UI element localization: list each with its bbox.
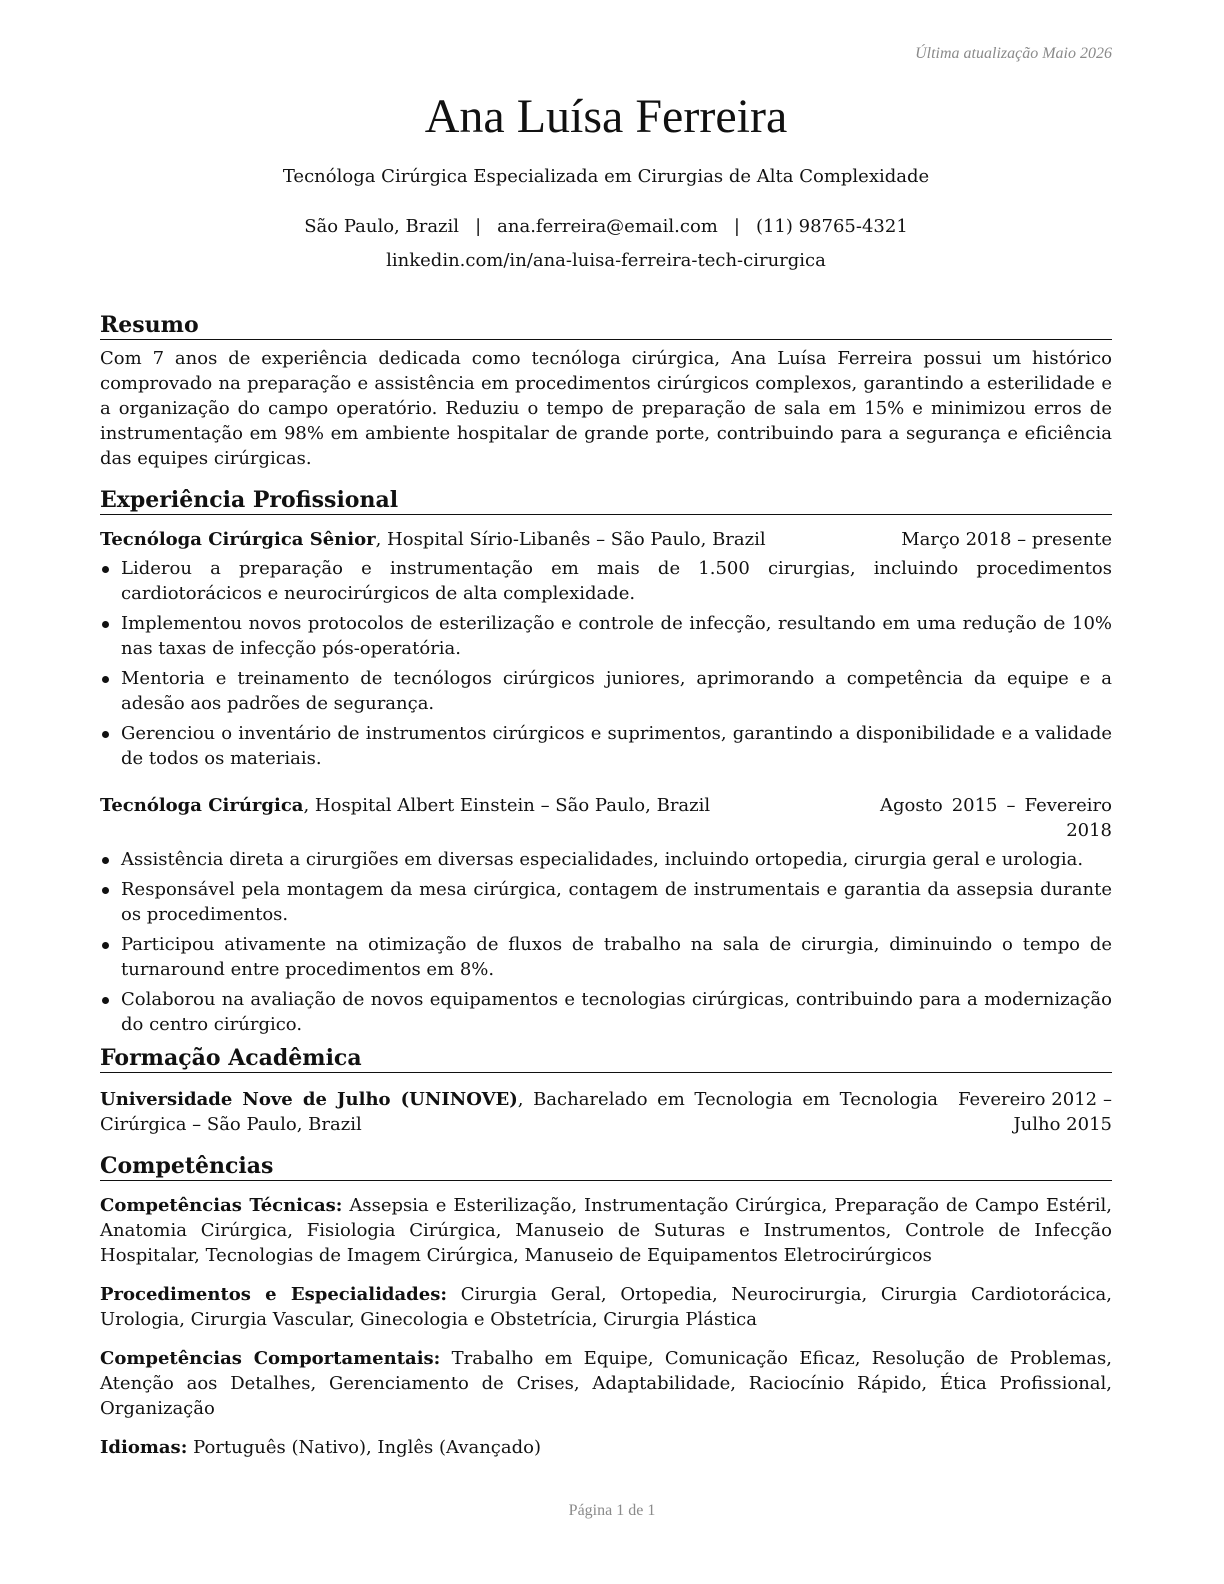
bullet-item: Assistência direta a cirurgiões em diversas especialidades, incluindo ortopedia, cirurgia geral e urologia.: [100, 847, 1112, 872]
bullet-icon: [102, 731, 109, 738]
skill-group-behavioral: Competências Comportamentais: Trabalho em Equipe, Comunicação Eficaz, Resolução de Problemas, Atenção aos Detalhes, Gerenciamento de Crises, Adaptabilidade, Raciocínio Rápido, Ética Profissional, Organização: [100, 1348, 1112, 1419]
job-role: Tecnóloga Cirúrgica Sênior: [100, 529, 376, 550]
bullet-icon: [102, 887, 109, 894]
email-link[interactable]: ana.ferreira@email.com: [497, 216, 718, 237]
bullet-item: Colaborou na avaliação de novos equipamentos e tecnologias cirúrgicas, contribuindo para a modernização do centro cirúrgico.: [100, 987, 1112, 1037]
bullet-item: Liderou a preparação e instrumentação em mais de 1.500 cirurgias, incluindo procedimentos cardiotorácicos e neurocirúrgicos de alta complexidade.: [100, 556, 1112, 606]
headline: Tecnóloga Cirúrgica Especializada em Cirurgias de Alta Complexidade: [282, 166, 930, 187]
section-title-experience: Experiência Profissional: [100, 487, 1112, 515]
education-institution: Universidade Nove de Julho (UNINOVE): [100, 1089, 518, 1110]
bullet-item: Gerenciou o inventário de instrumentos cirúrgicos e suprimentos, garantindo a disponibilidade e a validade de todos os materiais.: [100, 721, 1112, 771]
bullet-item: Participou ativamente na otimização de fluxos de trabalho na sala de cirurgia, diminuindo o tempo de turnaround entre procedimentos em 8%.: [100, 932, 1112, 982]
bullet-item: Implementou novos protocolos de esterilização e controle de infecção, resultando em uma redução de 10% nas taxas de infecção pós-operatória.: [100, 611, 1112, 661]
job-bullets: [100, 847, 1112, 1037]
bullet-item: Responsável pela montagem da mesa cirúrgica, contagem de instrumentais e garantia da assepsia durante os procedimentos.: [100, 877, 1112, 927]
bullet-icon: [102, 621, 109, 628]
job-org: , Hospital Sírio-Libanês – São Paulo, Brazil: [375, 529, 766, 550]
job-header: [100, 793, 1112, 843]
resume-content: [100, 86, 1112, 1460]
separator: |: [475, 216, 482, 237]
last-updated: Última atualização Maio 2026: [915, 45, 1112, 62]
bullet-icon: [102, 997, 109, 1004]
job-entry: [100, 793, 1112, 1037]
candidate-name: Ana Luísa Ferreira: [424, 90, 788, 143]
bullet-icon: [102, 676, 109, 683]
education-dates: Fevereiro 2012 – Julho 2015: [958, 1089, 1112, 1135]
job-dates: Agosto 2015 – Fevereiro 2018: [880, 795, 1112, 841]
education-entry: [100, 1087, 1112, 1137]
skill-group-procedures: Procedimentos e Especialidades: Cirurgia Geral, Ortopedia, Neurocirurgia, Cirurgia Cardiotorácica, Urologia, Cirurgia Vascular, Ginecologia e Obstetrícia, Cirurgia Plástica: [100, 1284, 1112, 1330]
bullet-icon: [102, 566, 109, 573]
section-title-education: Formação Acadêmica: [100, 1045, 1112, 1073]
page-number: Página 1 de 1: [568, 1502, 656, 1519]
bullet-icon: [102, 942, 109, 949]
skill-group-technical: Competências Técnicas: Assepsia e Esterilização, Instrumentação Cirúrgica, Preparação de Campo Estéril, Anatomia Cirúrgica, Fisiologia Cirúrgica, Manuseio de Suturas e Instrumentos, Controle de Infecção Hospitalar, Tecnologias de Imagem Cirúrgica, Manuseio de Equipamentos Eletrocirúrgicos: [100, 1195, 1112, 1266]
section-title-summary: Resumo: [100, 312, 1112, 340]
location: São Paulo, Brazil: [304, 216, 460, 237]
skill-group-languages: Idiomas: Português (Nativo), Inglês (Avançado): [100, 1437, 541, 1458]
section-title-skills: Competências: [100, 1153, 1112, 1181]
job-dates: Março 2018 – presente: [901, 529, 1112, 550]
phone: (11) 98765-4321: [755, 216, 908, 237]
bullet-item: Mentoria e treinamento de tecnólogos cirúrgicos juniores, aprimorando a competência da equipe e a adesão aos padrões de segurança.: [100, 666, 1112, 716]
job-role: Tecnóloga Cirúrgica: [100, 795, 304, 816]
job-bullets: [100, 556, 1112, 771]
separator: |: [733, 216, 740, 237]
job-header: [100, 527, 1112, 552]
bullet-icon: [102, 857, 109, 864]
job-org: , Hospital Albert Einstein – São Paulo, Brazil: [303, 795, 711, 816]
job-entry: [100, 527, 1112, 771]
linkedin-link[interactable]: linkedin.com/in/ana-luisa-ferreira-tech-cirurgica: [386, 250, 826, 271]
education-degree: , Bacharelado em Tecnologia em Tecnologia Cirúrgica – São Paulo, Brazil: [100, 1089, 939, 1135]
summary-text: Com 7 anos de experiência dedicada como tecnóloga cirúrgica, Ana Luísa Ferreira possui um histórico comprovado na preparação e assistência em procedimentos cirúrgicos complexos, garantindo a esterilidade e a organização do campo operatório. Reduziu o tempo de preparação de sala em 15% e minimizou erros de instrumentação em 98% em ambiente hospitalar de grande porte, contribuindo para a segurança e eficiência das equipes cirúrgicas.: [100, 348, 1112, 469]
contact-line: [100, 216, 1112, 238]
